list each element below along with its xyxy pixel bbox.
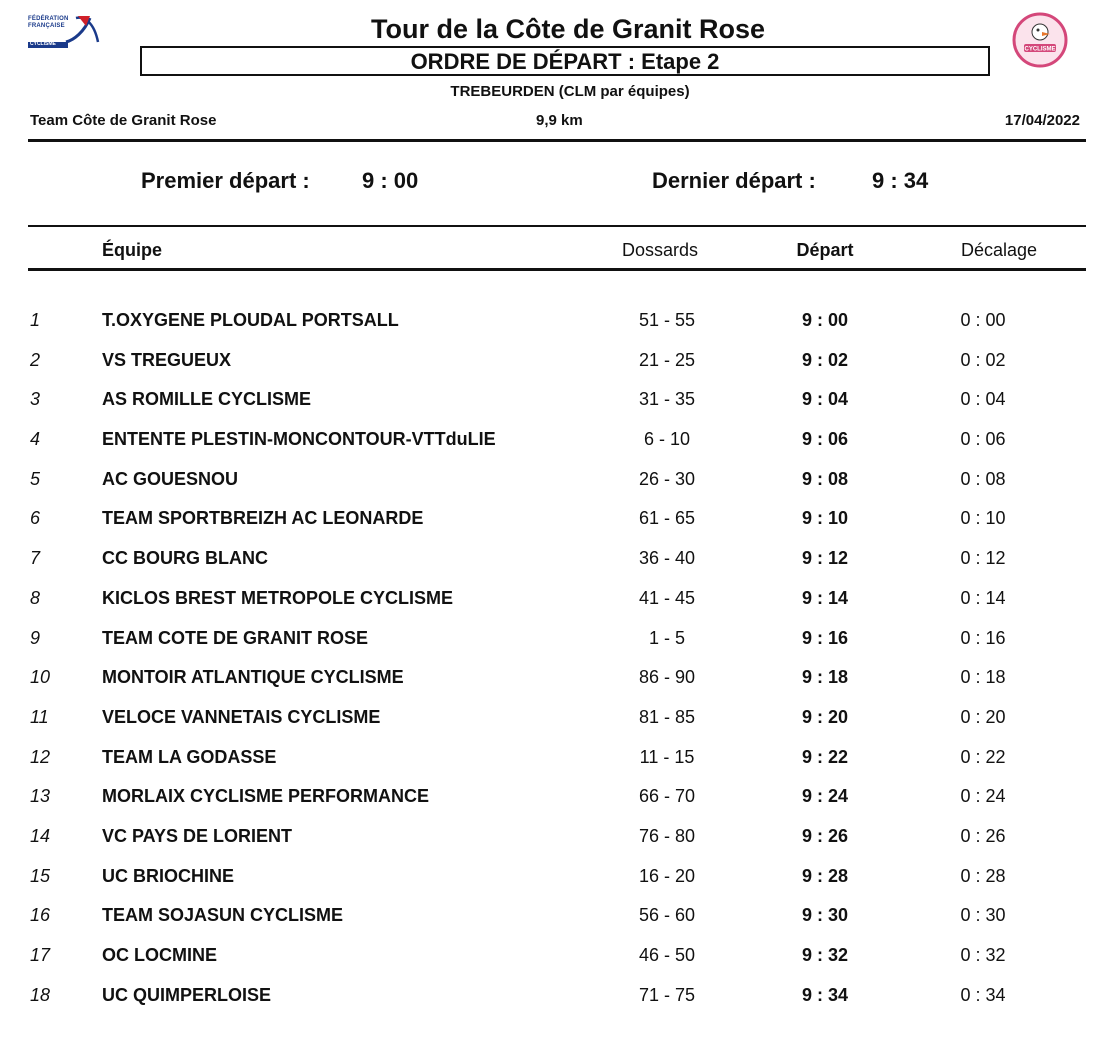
column-header-start: Départ — [796, 240, 854, 260]
row-team: TEAM SOJASUN CYCLISME — [102, 905, 344, 926]
table-row — [0, 580, 1116, 620]
row-bibs: 81 - 85 — [638, 706, 696, 727]
row-team: TEAM COTE DE GRANIT ROSE — [102, 627, 369, 648]
row-gap: 0 : 28 — [960, 865, 1006, 886]
row-gap: 0 : 18 — [960, 667, 1006, 688]
organizer-label: Team Côte de Granit Rose — [30, 112, 217, 129]
column-header-gap: Décalage — [960, 240, 1038, 260]
row-rank: 3 — [30, 389, 41, 410]
row-rank: 14 — [30, 825, 51, 846]
row-gap: 0 : 34 — [960, 984, 1006, 1005]
row-start-time: 9 : 06 — [801, 429, 849, 450]
row-team: KICLOS BREST METROPOLE CYCLISME — [102, 587, 454, 608]
row-bibs: 6 - 10 — [643, 429, 691, 450]
row-gap: 0 : 02 — [960, 349, 1006, 370]
row-rank: 12 — [30, 746, 51, 767]
row-start-time: 9 : 14 — [801, 587, 849, 608]
table-row — [0, 897, 1116, 937]
table-row — [0, 739, 1116, 779]
row-gap: 0 : 10 — [960, 508, 1006, 529]
row-team: OC LOCMINE — [102, 945, 217, 965]
row-team: UC QUIMPERLOISE — [102, 984, 272, 1005]
row-rank: 13 — [30, 786, 51, 807]
row-rank: 15 — [30, 865, 51, 886]
row-gap: 0 : 08 — [960, 468, 1006, 489]
start-order-table — [0, 302, 1116, 1016]
table-row — [0, 699, 1116, 739]
first-start-time: 9 : 00 — [362, 168, 419, 193]
first-start-label: Premier départ : — [141, 168, 310, 193]
row-rank: 17 — [30, 945, 51, 965]
table-row — [0, 659, 1116, 699]
row-team: VELOCE VANNETAIS CYCLISME — [102, 706, 381, 727]
row-rank: 10 — [30, 667, 51, 688]
table-row — [0, 421, 1116, 461]
table-row — [0, 858, 1116, 898]
federation-line-1: FÉDÉRATION — [28, 16, 69, 22]
row-gap: 0 : 04 — [960, 389, 1006, 410]
row-bibs: 16 - 20 — [638, 865, 696, 886]
row-rank: 1 — [30, 310, 41, 330]
table-row — [0, 500, 1116, 540]
row-team: AC GOUESNOU — [102, 468, 239, 489]
table-row — [0, 342, 1116, 382]
row-bibs: 46 - 50 — [638, 945, 696, 965]
row-rank: 2 — [30, 349, 41, 370]
row-gap: 0 : 06 — [960, 429, 1006, 450]
column-header-bibs: Dossards — [621, 240, 699, 260]
row-start-time: 9 : 08 — [801, 468, 849, 489]
row-bibs: 1 - 5 — [648, 627, 686, 648]
row-bibs: 11 - 15 — [639, 746, 695, 767]
header-divider — [28, 139, 1086, 142]
page-title: Tour de la Côte de Granit Rose — [370, 14, 766, 44]
table-row — [0, 381, 1116, 421]
row-team: MONTOIR ATLANTIQUE CYCLISME — [102, 667, 404, 688]
row-rank: 5 — [30, 468, 41, 489]
row-team: ENTENTE PLESTIN-MONCONTOUR-VTTduLIE — [102, 429, 496, 450]
row-bibs: 66 - 70 — [638, 786, 696, 807]
row-start-time: 9 : 28 — [801, 865, 849, 886]
row-bibs: 71 - 75 — [638, 984, 696, 1005]
row-start-time: 9 : 02 — [801, 349, 849, 370]
row-team: VS TREGUEUX — [102, 349, 232, 370]
row-start-time: 9 : 00 — [801, 310, 849, 330]
row-start-time: 9 : 34 — [801, 984, 849, 1005]
federation-bar-text: CYCLISME — [30, 41, 56, 47]
column-header-team: Équipe — [102, 240, 163, 260]
row-start-time: 9 : 04 — [801, 389, 849, 410]
row-bibs: 41 - 45 — [638, 587, 696, 608]
row-rank: 7 — [30, 548, 41, 569]
row-gap: 0 : 12 — [960, 548, 1006, 569]
table-row — [0, 540, 1116, 580]
row-rank: 4 — [30, 429, 41, 450]
row-start-time: 9 : 16 — [801, 627, 849, 648]
row-gap: 0 : 24 — [960, 786, 1006, 807]
row-bibs: 61 - 65 — [638, 508, 696, 529]
row-bibs: 51 - 55 — [638, 310, 696, 330]
row-bibs: 36 - 40 — [638, 548, 696, 569]
table-row — [0, 818, 1116, 858]
row-gap: 0 : 30 — [960, 905, 1006, 926]
row-start-time: 9 : 26 — [801, 825, 849, 846]
row-team: AS ROMILLE CYCLISME — [102, 389, 312, 410]
table-row — [0, 461, 1116, 501]
row-team: UC BRIOCHINE — [102, 865, 235, 886]
last-start-time: 9 : 34 — [872, 168, 929, 193]
row-bibs: 86 - 90 — [638, 667, 696, 688]
federation-line-2: FRANÇAISE — [28, 23, 65, 29]
row-start-time: 9 : 24 — [801, 786, 849, 807]
tour-logo-text: CYCLISME — [1024, 46, 1056, 53]
row-team: TEAM LA GODASSE — [102, 746, 277, 767]
row-start-time: 9 : 30 — [801, 905, 849, 926]
row-gap: 0 : 22 — [960, 746, 1006, 767]
table-header-top-rule — [28, 225, 1086, 227]
row-gap: 0 : 00 — [960, 310, 1006, 330]
row-bibs: 21 - 25 — [638, 349, 696, 370]
stage-subtitle: TREBEURDEN (CLM par équipes) — [450, 83, 690, 100]
row-team: MORLAIX CYCLISME PERFORMANCE — [102, 786, 430, 807]
row-rank: 6 — [30, 508, 41, 529]
last-start-label: Dernier départ : — [652, 168, 816, 193]
row-team: CC BOURG BLANC — [102, 548, 268, 569]
row-rank: 8 — [30, 587, 41, 608]
row-bibs: 76 - 80 — [638, 825, 696, 846]
row-start-time: 9 : 32 — [801, 945, 849, 965]
row-rank: 11 — [30, 706, 49, 727]
row-start-time: 9 : 10 — [801, 508, 849, 529]
row-gap: 0 : 16 — [960, 627, 1006, 648]
row-rank: 18 — [30, 984, 51, 1005]
row-start-time: 9 : 20 — [801, 706, 849, 727]
distance-label: 9,9 km — [536, 112, 583, 129]
row-team: VC PAYS DE LORIENT — [102, 825, 293, 846]
table-row — [0, 302, 1116, 342]
table-row — [0, 620, 1116, 660]
row-rank: 16 — [30, 905, 51, 926]
row-rank: 9 — [30, 627, 41, 648]
row-bibs: 31 - 35 — [638, 389, 696, 410]
row-gap: 0 : 20 — [960, 706, 1006, 727]
stage-title: ORDRE DE DÉPART : Etape 2 — [410, 49, 720, 74]
row-gap: 0 : 32 — [960, 945, 1006, 965]
row-team: T.OXYGENE PLOUDAL PORTSALL — [102, 310, 399, 330]
row-bibs: 26 - 30 — [638, 468, 696, 489]
table-row — [0, 977, 1116, 1017]
row-start-time: 9 : 18 — [801, 667, 849, 688]
table-row — [0, 778, 1116, 818]
row-gap: 0 : 14 — [960, 587, 1006, 608]
row-team: TEAM SPORTBREIZH AC LEONARDE — [102, 508, 424, 529]
table-header-bottom-rule — [28, 268, 1086, 271]
row-gap: 0 : 26 — [960, 825, 1006, 846]
date-label: 17/04/2022 — [1004, 112, 1080, 129]
row-start-time: 9 : 22 — [801, 746, 849, 767]
row-bibs: 56 - 60 — [638, 905, 696, 926]
row-start-time: 9 : 12 — [801, 548, 849, 569]
table-row — [0, 937, 1116, 977]
